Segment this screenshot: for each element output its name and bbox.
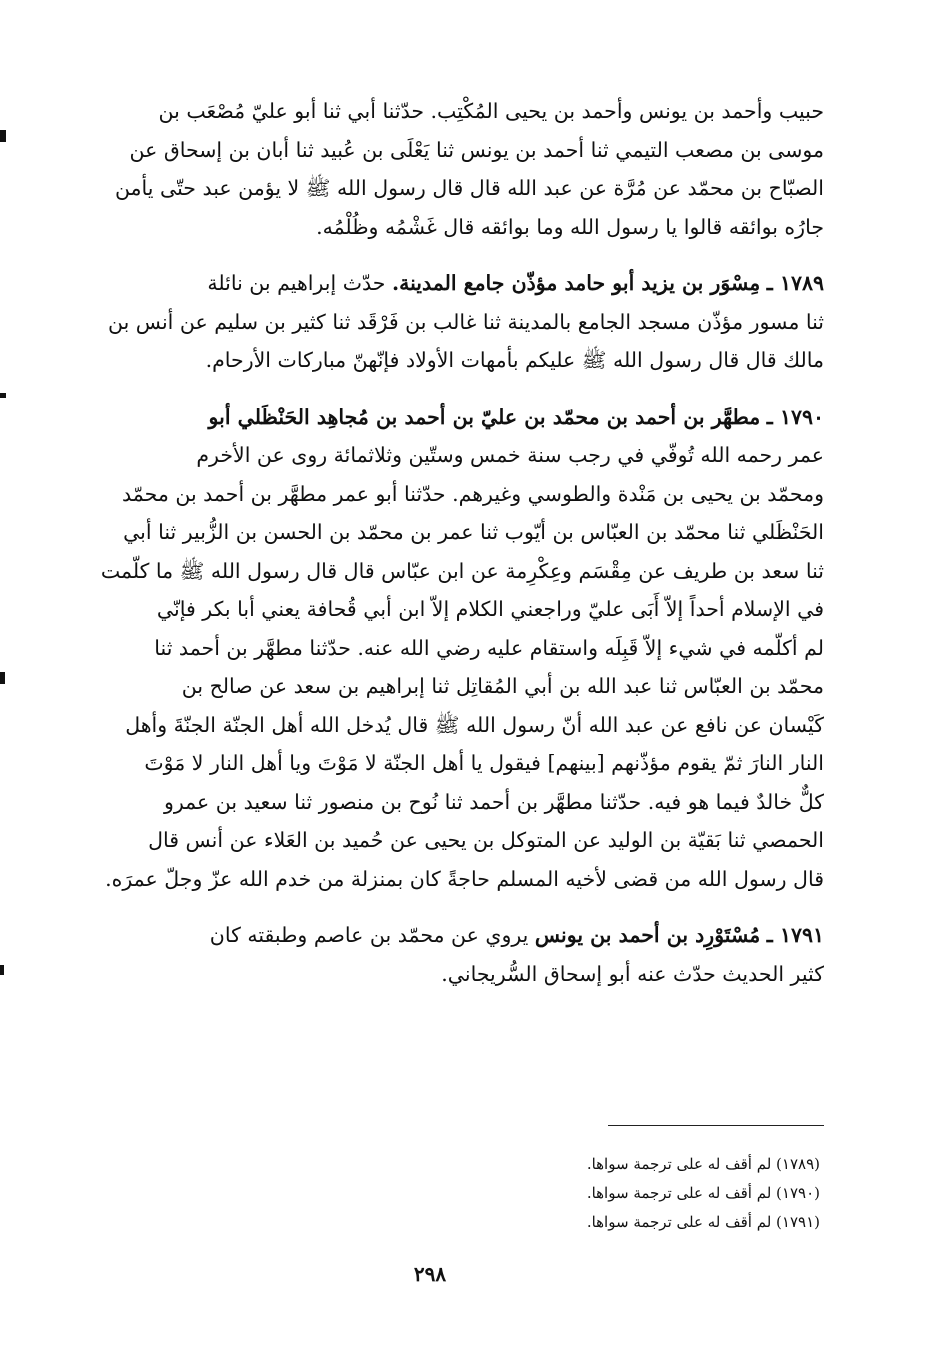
text-line: جارُه بوائقه قالوا يا رسول الله وما بوائقه قال غَشْمُه وظُلْمُه. <box>316 214 824 239</box>
text-line: موسى بن مصعب التيمي ثنا أحمد بن يونس ثنا يَعْلَى بن عُبيد ثنا أبان بن إسحاق عن <box>129 137 824 162</box>
page-number: ٢٩٨ <box>413 1262 447 1286</box>
text-line: ومحمّد بن يحيى بن مَنْدة والطوسي وغيرهم. حدّثنا أبو عمر مطهَّر بن أحمد بن محمّد <box>122 481 824 506</box>
text-line: كثير الحديث حدّث عنه أبو إسحاق السُّريجاني. <box>441 961 824 986</box>
text-line: كَيْسان عن نافع عن عبد الله أنّ رسول الله ﷺ قال يُدخل الله أهل الجنّة الجنّةَ وأهل <box>125 712 824 737</box>
entry-heading-line <box>72 264 824 303</box>
text-line: محمّد بن العبّاس ثنا عبد الله بن أبي المُقاتِل ثنا إبراهيم بن سعد عن صالح بن <box>181 674 824 698</box>
footnote-separator <box>608 1125 824 1126</box>
text-line: كلٌّ خالدٌ فيما هو فيه. حدّثنا مطهَّر بن أحمد ثنا نُوح بن منصور ثنا سعيد بن عمرو <box>163 789 824 814</box>
text-line: في الإسلام أحداً إلاّ أَبَى عليّ وراجعني الكلام إلاّ ابن أبي قُحافة يعني أبا بكر فإنّي <box>156 597 824 621</box>
binding-mark <box>0 130 6 142</box>
entry-1791 <box>72 916 824 993</box>
binding-mark <box>0 393 6 398</box>
footnote: (١٧٨٩) لم أقف له على ترجمة سواها. <box>586 1155 820 1173</box>
text-line: عمر رحمه الله تُوفّي في رجب سنة خمس وستّين وثلاثمائة روى عن الأخرم <box>196 443 824 467</box>
entry-heading: مِسْوَر بن يزيد أبو حامد مؤذّن جامع المدينة. <box>391 271 761 295</box>
entry-heading: مُسْتَوْرِد بن أحمد بن يونس <box>534 923 761 947</box>
entry-1790 <box>72 398 824 899</box>
footnote: (١٧٩٠) لم أقف له على ترجمة سواها. <box>586 1184 820 1202</box>
binding-mark <box>0 672 5 684</box>
text-line: الحمصي ثنا بَقيّة بن الوليد عن المتوكل بن يحيى عن حُميد بن العَلاء عن أنس قال <box>148 828 824 852</box>
footnote: (١٧٩١) لم أقف له على ترجمة سواها. <box>586 1213 820 1231</box>
entry-heading: مطهَّر بن أحمد بن محمّد بن عليّ بن أحمد بن مُجاهِد الحَنْظَلي أبو <box>208 404 761 429</box>
entry-heading-line <box>72 398 824 437</box>
entry-heading-line <box>72 916 824 955</box>
text-line: قال رسول الله من قضى لأخيه المسلم حاجةً كان بمنزلة من خدم الله عزّ وجلّ عمرَه. <box>105 866 824 891</box>
entry-1788-continuation <box>72 92 824 246</box>
text-line: الحَنْظَلي ثنا محمّد بن العبّاس بن أيّوب ثنا عمر بن محمّد بن الحسن بن الزُّبير ثنا أبي <box>123 520 824 544</box>
entry-number: ١٧٩٠ ـ <box>766 404 824 429</box>
footnotes <box>420 1150 820 1237</box>
entry-number: ١٧٩١ ـ <box>766 923 824 947</box>
text-line: مالك قال قال رسول الله ﷺ عليكم بأمهات الأولاد فإنّهنّ مباركات الأرحام. <box>205 348 824 372</box>
text-line: لم أكلّمه في شيء إلاّ قَبِلَه واستقام عليه رضي الله عنه. حدّثنا مطهَّر بن أحمد ثنا <box>154 635 824 660</box>
entry-1789 <box>72 264 824 380</box>
binding-mark <box>0 965 4 975</box>
text-line: ثنا مسور مؤذّن مسجد الجامع بالمدينة ثنا غالب بن فَرْقَد ثنا كثير بن سليم عن أنس بن <box>107 309 824 334</box>
entry-number: ١٧٨٩ ـ <box>766 271 824 295</box>
entry-text: يروي عن محمّد بن عاصم وطبقته كان <box>209 923 535 947</box>
page-body <box>72 92 824 993</box>
text-line: حبيب وأحمد بن يونس وأحمد بن يحيى المُكْتِب. حدّثنا أبي ثنا أبو عليّ مُصْعَب بن <box>158 99 824 123</box>
text-line: النار النارَ ثمّ يقوم مؤذّنهم [بينهم] فيقول يا أهل الجنّة لا مَوْتَ ويا أهل النار لا مَوْتَ <box>144 751 824 775</box>
text-line: الصبّاح بن محمّد عن مُرَّة عن عبد الله قال قال رسول الله ﷺ لا يؤمن عبد حتّى يأمن <box>114 176 824 200</box>
text-line: ثنا سعد بن طريف عن مِقْسَم وعِكْرِمة عن ابن عبّاس قال قال رسول الله ﷺ ما كلّمت <box>100 558 824 583</box>
entry-text: حدّث إبراهيم بن نائلة <box>207 271 392 295</box>
